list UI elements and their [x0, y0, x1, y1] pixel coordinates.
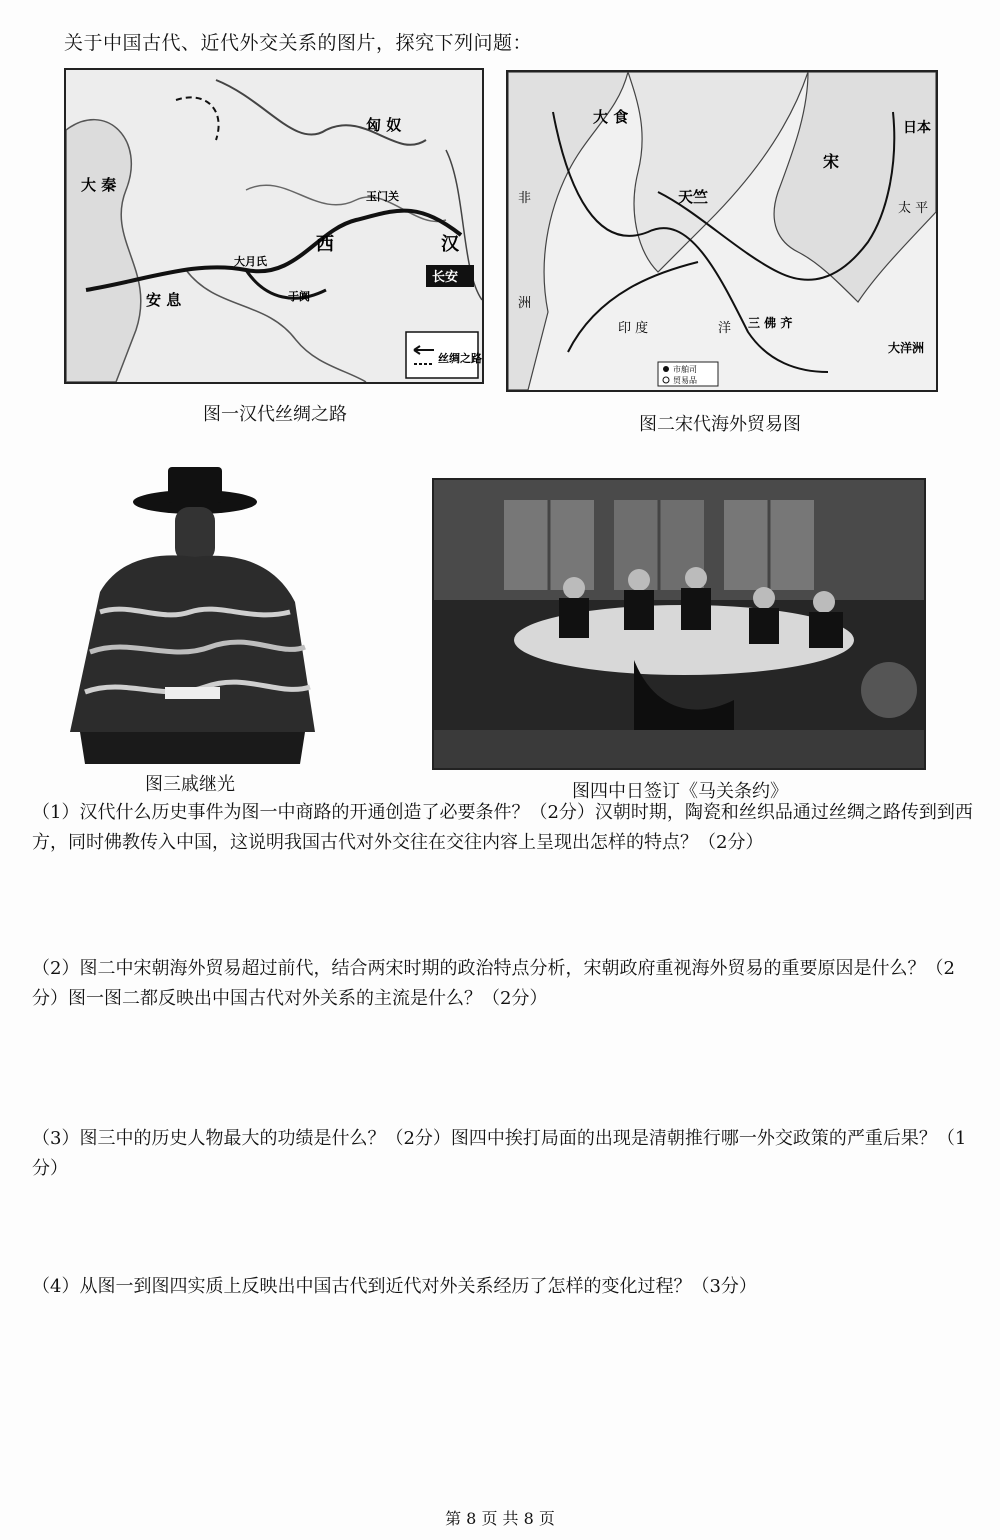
trade-map-sanfoqi: 三 佛 齐 [748, 316, 793, 330]
fig1-caption: 图一汉代丝绸之路 [203, 404, 347, 425]
map-label-changan: 长安 [432, 270, 459, 285]
question-1: （1）汉代什么历史事件为图一中商路的开通创造了必要条件？（2分）汉朝时期，陶瓷和丝织品通过丝绸之路传到到西方，同时佛教传入中国，这说明我国古代对外交往在交往内容上呈现出怎样的特点？（2分） [32, 802, 973, 853]
trade-map-tianzhu: 天竺 [678, 188, 709, 206]
map-label-xiyu: 西 [316, 234, 334, 255]
trade-map-legend-2: 贸易品 [673, 376, 697, 385]
trade-map-legend-1: 市舶司 [673, 365, 697, 374]
map-label-dayuezhi: 大月氏 [234, 255, 267, 268]
question-3: （3）图三中的历史人物最大的功绩是什么？（2分）图四中挨打局面的出现是清朝推行哪一外交政策的严重后果？（1分） [32, 1128, 967, 1179]
song-trade-map [506, 70, 938, 392]
trade-map-yang: 洋 [718, 321, 732, 336]
trade-map-dashi: 大 食 [593, 108, 629, 126]
trade-map-riben: 日本 [903, 120, 931, 136]
qi-jiguang-portrait [60, 462, 320, 764]
trade-map-yindu: 印 度 [618, 321, 649, 336]
trade-map-taiping: 太 平 [898, 201, 929, 216]
map-label-anxi: 安 息 [146, 291, 182, 309]
question-4: （4）从图一到图四实质上反映出中国古代到近代对外关系经历了怎样的变化过程？（3分） [32, 1276, 757, 1297]
map-label-han: 汉 [441, 234, 459, 255]
fig3-caption: 图三戚继光 [145, 774, 235, 795]
treaty-signing-photo [432, 478, 926, 770]
trade-map-dayangzhou: 大洋洲 [888, 341, 925, 355]
map-label-yutian: 于阗 [288, 290, 310, 303]
trade-map-song: 宋 [823, 152, 840, 171]
trade-map-zhou: 洲 [518, 296, 532, 311]
map-label-daqin: 大 秦 [81, 176, 117, 194]
map-legend-label: 丝绸之路 [438, 352, 482, 365]
page-footer: 第 8 页 共 8 页 [445, 1509, 555, 1528]
question-2: （2）图二中宋朝海外贸易超过前代，结合两宋时期的政治特点分析，宋朝政府重视海外贸易的重要原因是什么？（2分）图一图二都反映出中国古代对外关系的主流是什么？（2分） [32, 958, 955, 1009]
trade-map-fei: 非 [518, 191, 532, 206]
fig2-caption: 图二宋代海外贸易图 [639, 414, 801, 435]
fig4-caption: 图四中日签订《马关条约》 [572, 781, 788, 802]
intro-text: 关于中国古代、近代外交关系的图片，探究下列问题： [64, 32, 533, 54]
map-label-yumenguan: 玉门关 [366, 190, 399, 203]
map-label-xiongnu: 匈 奴 [366, 116, 402, 134]
silk-road-map [64, 68, 484, 384]
